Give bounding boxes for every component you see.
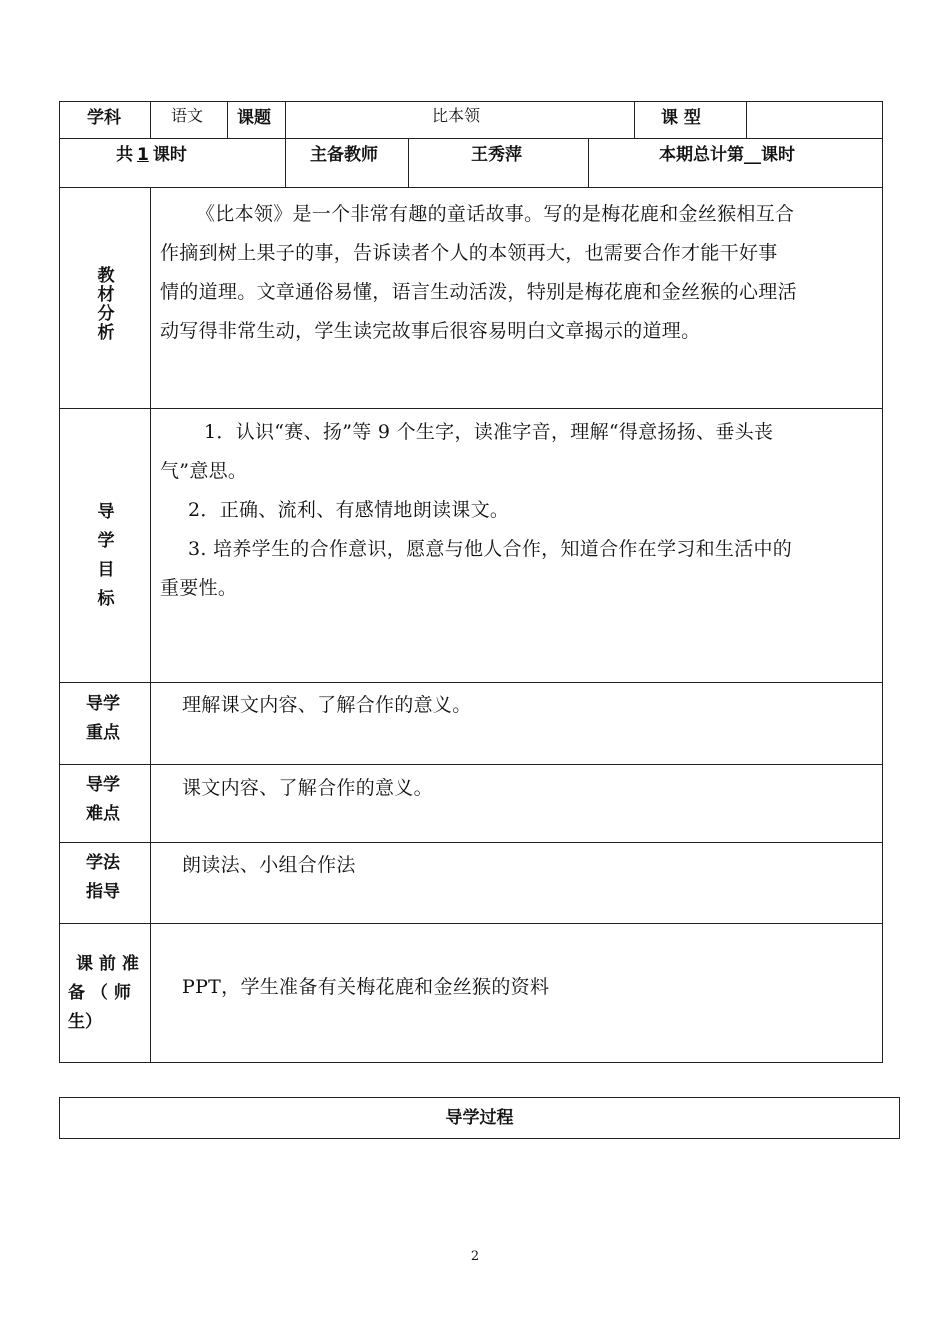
col-divider [150, 101, 151, 138]
methods-text: 朗读法、小组合作法 [182, 854, 356, 876]
col-divider [285, 101, 286, 138]
table-border-left [59, 101, 60, 1063]
table-border-top [59, 101, 883, 102]
col-divider [634, 101, 635, 138]
methods-label: 学法 指导 [86, 853, 120, 902]
row-divider [59, 187, 883, 188]
objectives-text: 1．认识“赛、扬”等 9 个生字，读准字音，理解“得意扬扬、垂头丧 气”意思。 2．正确、流利、有感情地朗读课文。 3. 培养学生的合作意识，愿意与他人合作，知道合作在学习和生活中的 重要性。 [160, 421, 793, 599]
subject-label: 学科 [87, 108, 121, 128]
period-count-label: 本期总计第__课时 [659, 145, 795, 165]
row-divider [59, 138, 883, 139]
total-number: 1 [137, 145, 149, 165]
key-points-label: 导学 重点 [86, 694, 120, 743]
col-divider [746, 101, 747, 138]
preparation-label: 课 前 准 备 （ 师 生） [68, 954, 139, 1032]
key-points-text: 理解课文内容、了解合作的意义。 [182, 694, 472, 716]
table-border-bottom [59, 1062, 883, 1063]
col-divider [588, 138, 589, 187]
lead-teacher-label: 主备教师 [310, 145, 378, 165]
col-divider [227, 101, 228, 138]
difficulties-label: 导学 难点 [86, 775, 120, 824]
analysis-text: 《比本领》是一个非常有趣的童话故事。写的是梅花鹿和金丝猴相互合 作摘到树上果子的事，告诉读者个人的本领再大，也需要合作才能干好事 情的道理。文章通俗易懂，语言生动活泼，特别是梅花鹿和金丝猴的心理活 动写得非常生动，学生读完故事后很容易明白文章揭示的道理。 [160, 203, 797, 342]
analysis-label: 教 材 分 析 [97, 266, 115, 343]
process-title: 导学过程 [445, 1108, 514, 1128]
col-divider [285, 138, 286, 187]
page-number: 2 [470, 1249, 480, 1264]
lesson-type-label: 课 型 [661, 108, 701, 128]
preparation-text: PPT，学生准备有关梅花鹿和金丝猴的资料 [182, 976, 550, 998]
lead-teacher-value: 王秀萍 [471, 145, 522, 165]
table-border-right [882, 101, 883, 1063]
total-prefix: 共 [116, 145, 133, 165]
difficulties-text: 课文内容、了解合作的意义。 [182, 777, 433, 799]
row-divider [59, 682, 883, 683]
label-column-divider [150, 187, 151, 1063]
col-divider [408, 138, 409, 187]
topic-label: 课题 [237, 108, 271, 128]
row-divider [59, 408, 883, 409]
subject-value: 语文 [171, 106, 204, 125]
row-divider [59, 842, 883, 843]
process-header-box [59, 1097, 900, 1139]
objectives-label: 导 学 目 标 [97, 502, 115, 609]
row-divider [59, 764, 883, 765]
total-periods [116, 140, 187, 165]
topic-value: 比本领 [432, 106, 481, 125]
total-suffix: 课时 [152, 145, 187, 165]
row-divider [59, 923, 883, 924]
